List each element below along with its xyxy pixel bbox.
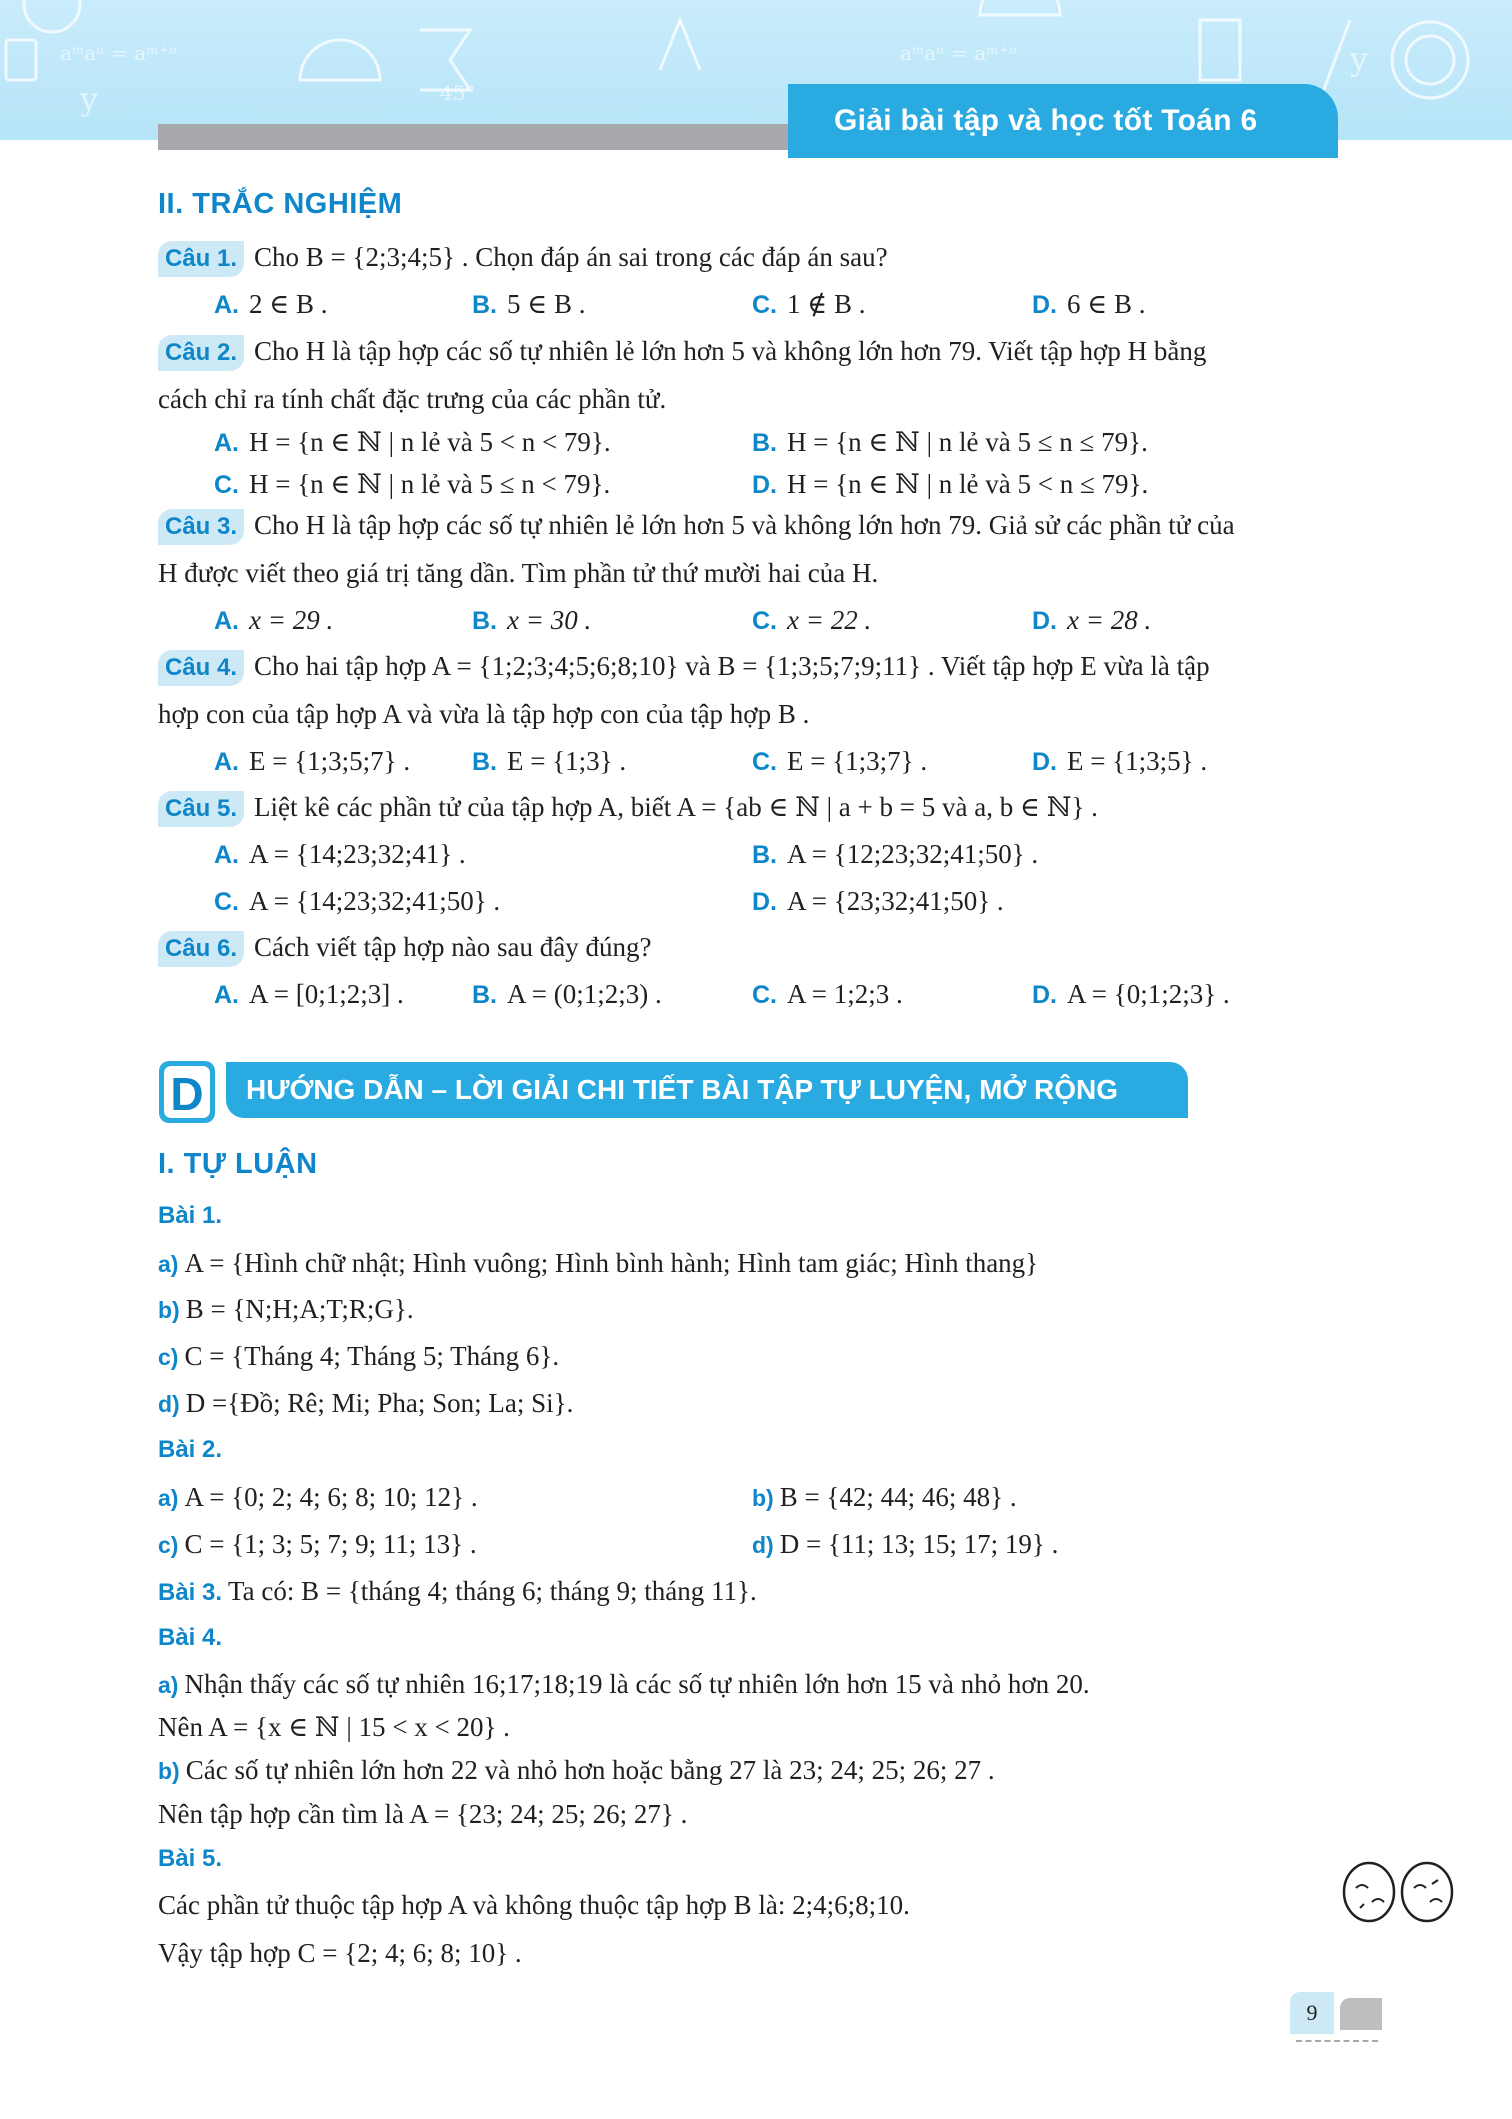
page-tab <box>1340 1998 1382 2030</box>
option-a: A. E = {1;3;5;7} . <box>214 746 411 776</box>
question-4-line-2: hợp con của tập hợp A và vừa là tập hợp con của tập hợp B . <box>158 699 810 729</box>
exercise-1-c: c) C = {Tháng 4; Tháng 5; Tháng 6}. <box>158 1341 560 1371</box>
exercise-2-a: a) A = {0; 2; 4; 6; 8; 10; 12} . <box>158 1482 478 1512</box>
question-label: Câu 2. <box>158 335 244 371</box>
question-3-line-2: H được viết theo giá trị tăng dần. Tìm phần tử thứ mười hai của H. <box>158 558 879 588</box>
question-2-line-2: cách chỉ ra tính chất đặc trưng của các phần tử. <box>158 384 667 414</box>
question-label: Câu 1. <box>158 241 244 277</box>
exercise-2-label: Bài 2. <box>158 1436 223 1463</box>
question-1 <box>158 240 888 277</box>
svg-text:45°: 45° <box>440 81 476 105</box>
option-a: A. A = {14;23;32;41} . <box>214 839 466 869</box>
section-banner-title: HƯỚNG DẪN – LỜI GIẢI CHI TIẾT BÀI TẬP TỰ LUYỆN, MỞ RỘNG <box>226 1062 1188 1118</box>
section-title-tu-luan: I. TỰ LUẬN <box>158 1148 318 1180</box>
question-3 <box>158 508 1235 545</box>
question-4 <box>158 649 1210 686</box>
page-divider <box>1296 2040 1378 2042</box>
question-label: Câu 4. <box>158 650 244 686</box>
question-text: Liệt kê các phần tử của tập hợp A, biết A = {ab ∈ ℕ | a + b = 5 và a, b ∈ ℕ} . <box>254 792 1098 822</box>
option-c: C. A = {14;23;32;41;50} . <box>214 886 501 916</box>
option-c: C. H = {n ∈ ℕ | n lẻ và 5 ≤ n < 79}. <box>214 469 611 499</box>
option-b: B. A = {12;23;32;41;50} . <box>752 839 1039 869</box>
option-d: D. A = {0;1;2;3} . <box>1032 979 1230 1009</box>
option-b: B. H = {n ∈ ℕ | n lẻ và 5 ≤ n ≤ 79}. <box>752 427 1148 457</box>
question-text: Cho B = {2;3;4;5} . Chọn đáp án sai trong các đáp án sau? <box>254 242 888 272</box>
exercise-1-a: a) A = {Hình chữ nhật; Hình vuông; Hình bình hành; Hình tam giác; Hình thang} <box>158 1248 1039 1278</box>
question-text: Cho hai tập hợp A = {1;2;3;4;5;6;8;10} và B = {1;3;5;7;9;11} . Viết tập hợp E vừa là tập <box>254 651 1210 681</box>
exercise-5-label: Bài 5. <box>158 1845 223 1872</box>
exercise-4-a-result: Nên A = {x ∈ ℕ | 15 < x < 20} . <box>158 1712 510 1742</box>
question-6 <box>158 930 651 967</box>
question-2 <box>158 334 1206 371</box>
option-c: C. E = {1;3;7} . <box>752 746 928 776</box>
exercise-4-b-result: Nên tập hợp cần tìm là A = {23; 24; 25; 26; 27} . <box>158 1799 688 1829</box>
exercise-2-d: d) D = {11; 13; 15; 17; 19} . <box>752 1529 1059 1559</box>
letter-d-icon <box>158 1060 216 1124</box>
option-a: A. 2 ∈ B . <box>214 289 328 319</box>
exercise-1-b: b) B = {N;H;A;T;R;G}. <box>158 1294 414 1324</box>
option-d: D. E = {1;3;5} . <box>1032 746 1208 776</box>
page-number: 9 <box>1290 1992 1334 2034</box>
exercise-4-a: a) Nhận thấy các số tự nhiên 16;17;18;19 là các số tự nhiên lớn hơn 15 và nhỏ hơn 20. <box>158 1669 1090 1699</box>
svg-text:y: y <box>80 80 99 118</box>
exercise-2-c: c) C = {1; 3; 5; 7; 9; 11; 13} . <box>158 1529 477 1559</box>
section-title-trac-nghiem: II. TRẮC NGHIỆM <box>158 188 403 220</box>
option-b: B. E = {1;3} . <box>472 746 627 776</box>
option-c: C. A = 1;2;3 . <box>752 979 903 1009</box>
header-gray-bar <box>158 124 798 150</box>
option-a: A. A = [0;1;2;3] . <box>214 979 404 1009</box>
exercise-4-b: b) Các số tự nhiên lớn hơn 22 và nhỏ hơn hoặc bằng 27 là 23; 24; 25; 26; 27 . <box>158 1755 995 1785</box>
option-b: B. A = (0;1;2;3) . <box>472 979 662 1009</box>
exercise-4-label: Bài 4. <box>158 1624 223 1651</box>
option-a: A. H = {n ∈ ℕ | n lẻ và 5 < n < 79}. <box>214 427 611 457</box>
svg-text:aᵐaⁿ = aᵐ⁺ⁿ: aᵐaⁿ = aᵐ⁺ⁿ <box>900 41 1018 65</box>
option-b: B. x = 30 . <box>472 605 592 635</box>
question-label: Câu 3. <box>158 509 244 545</box>
question-text: Cho H là tập hợp các số tự nhiên lẻ lớn hơn 5 và không lớn hơn 79. Viết tập hợp H bằng <box>254 336 1207 366</box>
exercise-1-d: d) D ={Đồ; Rê; Mi; Pha; Son; La; Si}. <box>158 1388 574 1418</box>
eggs-decoration-icon <box>1338 1858 1458 1924</box>
option-d: D. H = {n ∈ ℕ | n lẻ và 5 < n ≤ 79}. <box>752 469 1149 499</box>
exercise-2-b: b) B = {42; 44; 46; 48} . <box>752 1482 1017 1512</box>
option-b: B. 5 ∈ B . <box>472 289 586 319</box>
svg-text:aᵐaⁿ = aᵐ⁺ⁿ: aᵐaⁿ = aᵐ⁺ⁿ <box>60 41 178 65</box>
option-d: D. A = {23;32;41;50} . <box>752 886 1004 916</box>
exercise-5-result: Vậy tập hợp C = {2; 4; 6; 8; 10} . <box>158 1938 522 1968</box>
option-c: C. x = 22 . <box>752 605 872 635</box>
option-d: D. x = 28 . <box>1032 605 1152 635</box>
question-label: Câu 6. <box>158 931 244 967</box>
option-c: C. 1 ∉ B . <box>752 289 866 319</box>
exercise-1-label: Bài 1. <box>158 1202 223 1229</box>
question-5 <box>158 790 1098 827</box>
option-a: A. x = 29 . <box>214 605 334 635</box>
exercise-3: Bài 3. Ta có: B = {tháng 4; tháng 6; tháng 9; tháng 11}. <box>158 1576 757 1606</box>
question-label: Câu 5. <box>158 791 244 827</box>
header-title: Giải bài tập và học tốt Toán 6 <box>788 84 1338 158</box>
svg-text:y: y <box>1350 40 1369 78</box>
svg-text:D: D <box>170 1068 204 1120</box>
section-banner <box>158 1060 1188 1120</box>
question-text: Cho H là tập hợp các số tự nhiên lẻ lớn hơn 5 và không lớn hơn 79. Giả sử các phần tử của <box>254 510 1235 540</box>
option-d: D. 6 ∈ B . <box>1032 289 1146 319</box>
exercise-5-text: Các phần tử thuộc tập hợp A và không thuộc tập hợp B là: 2;4;6;8;10. <box>158 1890 910 1920</box>
question-text: Cách viết tập hợp nào sau đây đúng? <box>254 932 652 962</box>
